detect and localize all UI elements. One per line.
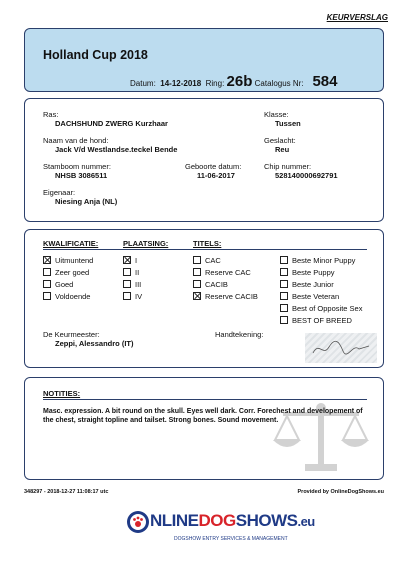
- catalog-value: 584: [312, 73, 338, 90]
- owner-label: Eigenaar:: [43, 188, 76, 197]
- logo-wordmark: [150, 511, 315, 531]
- option-label: BEST OF BREED: [292, 315, 352, 325]
- birthdate-value: 11-06-2017: [197, 171, 235, 180]
- birthdate-label: Geboorte datum:: [185, 162, 242, 171]
- checkbox[interactable]: [43, 268, 51, 276]
- breed-label: Ras:: [43, 110, 59, 119]
- name-value: Jack V/d Westlandse.teckel Bende: [55, 145, 178, 154]
- judge-value: Zeppi, Alessandro (IT): [55, 339, 134, 348]
- logo-online: NLINE: [150, 511, 199, 530]
- checkbox[interactable]: [193, 280, 201, 288]
- option-label: III: [135, 279, 142, 289]
- titles-list: [193, 254, 258, 302]
- option-label: Beste Veteran: [292, 291, 340, 301]
- checkbox[interactable]: [123, 280, 131, 288]
- checkbox[interactable]: [280, 316, 288, 324]
- option-label: IV: [135, 291, 143, 301]
- option-label: CACIB: [205, 279, 228, 289]
- class-value: Tussen: [275, 119, 301, 128]
- option-label: Beste Puppy: [292, 267, 335, 277]
- award-option[interactable]: [280, 278, 362, 290]
- checkbox[interactable]: [280, 256, 288, 264]
- document-type-label: KEURVERSLAG: [326, 13, 388, 22]
- event-meta: [130, 73, 337, 90]
- option-label: Zeer goed: [55, 267, 90, 277]
- checkbox[interactable]: [193, 268, 201, 276]
- checkbox[interactable]: [43, 292, 51, 300]
- checkbox[interactable]: [280, 280, 288, 288]
- checkbox[interactable]: [193, 256, 201, 264]
- checkbox[interactable]: [280, 304, 288, 312]
- footer-timestamp: 348297 - 2018-12-27 11:08:17 utc: [24, 489, 109, 495]
- title-option[interactable]: [193, 290, 258, 302]
- class-label: Klasse:: [264, 110, 289, 119]
- checkbox[interactable]: [193, 292, 201, 300]
- award-option[interactable]: [280, 314, 362, 326]
- qualification-option[interactable]: [43, 290, 93, 302]
- onlinedogshows-logo[interactable]: [126, 510, 315, 546]
- option-label: Voldoende: [55, 291, 91, 301]
- checkbox[interactable]: [280, 268, 288, 276]
- checkbox[interactable]: [280, 292, 288, 300]
- qualification-option[interactable]: [43, 254, 93, 266]
- title-option[interactable]: [193, 278, 258, 290]
- title-option[interactable]: [193, 254, 258, 266]
- owner-value: Niesing Anja (NL): [55, 197, 118, 206]
- titles-header: TITELS:: [193, 239, 222, 248]
- option-label: Beste Junior: [292, 279, 334, 289]
- placement-option[interactable]: [123, 290, 142, 302]
- option-label: CAC: [205, 255, 221, 265]
- pedigree-label: Stamboom nummer:: [43, 162, 111, 171]
- judging-header-rule: [43, 249, 367, 250]
- chip-label: Chip nummer:: [264, 162, 312, 171]
- chip-value: 528140000692791: [275, 171, 338, 180]
- logo-tld: .eu: [297, 514, 315, 529]
- judging-box: [24, 229, 384, 368]
- option-label: Best of Opposite Sex: [292, 303, 363, 313]
- footer-provider: Provided by OnlineDogShows.eu: [297, 489, 384, 495]
- pedigree-value: NHSB 3086511: [55, 171, 108, 180]
- logo-tagline: DOGSHOW ENTRY SERVICES & MANAGEMENT: [174, 536, 288, 542]
- checkbox[interactable]: [123, 256, 131, 264]
- option-label: II: [135, 267, 140, 277]
- date-label: Datum:: [130, 79, 156, 88]
- notes-box: [24, 377, 384, 480]
- checkbox[interactable]: [123, 268, 131, 276]
- notes-header-rule: [43, 399, 367, 400]
- event-title: Holland Cup 2018: [43, 48, 148, 62]
- qualification-option[interactable]: [43, 266, 93, 278]
- award-option[interactable]: [280, 266, 362, 278]
- option-label: I: [135, 255, 138, 265]
- award-option[interactable]: [280, 290, 362, 302]
- name-label: Naam van de hond:: [43, 136, 109, 145]
- placement-list: [123, 254, 142, 302]
- option-label: Reserve CACIB: [205, 291, 258, 301]
- signature-label: Handtekening:: [215, 330, 264, 339]
- paw-badge-icon: [126, 510, 150, 534]
- dog-info-box: [24, 98, 384, 222]
- sex-label: Geslacht:: [264, 136, 296, 145]
- option-label: Reserve CAC: [205, 267, 251, 277]
- qualification-option[interactable]: [43, 278, 93, 290]
- checkbox[interactable]: [43, 280, 51, 288]
- placement-option[interactable]: [123, 266, 142, 278]
- ring-label: Ring:: [205, 79, 225, 88]
- sex-value: Reu: [275, 145, 290, 154]
- date-value: 14-12-2018: [160, 79, 202, 88]
- signature-image: [305, 333, 377, 363]
- award-option[interactable]: [280, 302, 362, 314]
- event-header: [24, 28, 384, 92]
- qualification-list: [43, 254, 93, 302]
- judge-label: De Keurmeester:: [43, 330, 100, 339]
- placement-option[interactable]: [123, 254, 142, 266]
- placement-header: PLAATSING:: [123, 239, 169, 248]
- notes-text: Masc. expression. A bit round on the skull. Eyes well dark. Corr. Forechest and developement of the chest, straight topline and tailset. Strong bones. Sound movement.: [43, 408, 363, 424]
- award-option[interactable]: [280, 254, 362, 266]
- qualification-header: KWALIFICATIE:: [43, 239, 99, 248]
- placement-option[interactable]: [123, 278, 142, 290]
- special-awards-list: [280, 254, 362, 326]
- option-label: Goed: [55, 279, 74, 289]
- logo-dog: DOG: [198, 511, 236, 530]
- option-label: Beste Minor Puppy: [292, 255, 356, 265]
- option-label: Uitmuntend: [55, 255, 94, 265]
- checkbox[interactable]: [123, 292, 131, 300]
- logo-shows: SHOWS: [235, 511, 298, 530]
- checkbox[interactable]: [43, 256, 51, 264]
- breed-value: DACHSHUND ZWERG Kurzhaar: [55, 119, 168, 128]
- ring-value: 26b: [226, 73, 253, 90]
- catalog-label: Catalogus Nr:: [254, 79, 304, 88]
- notes-header: NOTITIES:: [43, 389, 81, 398]
- title-option[interactable]: [193, 266, 258, 278]
